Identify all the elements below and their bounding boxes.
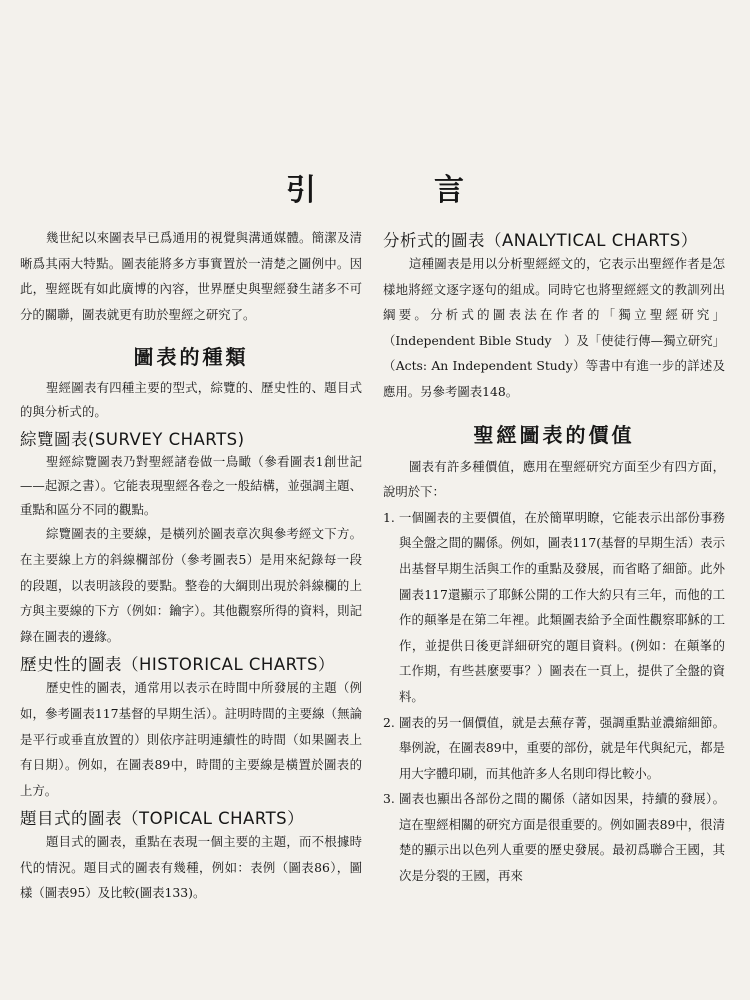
value-list xyxy=(383,505,725,889)
chart-types-summary: 聖經圖表有四種主要的型式，綜覽的、歷史性的、題目式的與分析式的。 xyxy=(20,380,362,420)
list-item-text: 圖表也顯出各部份之間的關係（諸如因果，持續的發展）。這在聖經相關的研究方面是很重要的。例如圖表89中，很清楚的顯示出以色列人重要的歷史發展。最初爲聯合王國，其次是分裂的王國，再來 xyxy=(399,791,725,884)
topical-charts-heading: 題目式的圖表（TOPICAL CHARTS） xyxy=(20,809,305,829)
list-item-text: 一個圖表的主要價值，在於簡單明瞭，它能表示出部份事務與全盤之間的關係。例如，圖表117(基督的早期生活）表示出基督早期生活與工作的重點及發展，而省略了細節。此外圖表117還顯示了耶穌公開的工作大約只有三年，而他的工作的顛峯是在第二年裡。此類圖表給予全面性觀察耶穌的工作，並提供日後更詳細研究的題目資料。(例如：在顛峯的工作期，有些甚麼要事？）圖表在一頁上，提供了全盤的資料。 xyxy=(399,509,725,704)
right-column xyxy=(383,225,725,889)
left-column xyxy=(20,225,362,906)
value-heading: 聖經圖表的價值 xyxy=(473,422,635,447)
intro-paragraph: 幾世紀以來圖表早已爲通用的視覺與溝通媒體。簡潔及清晰爲其兩大特點。圖表能將多方事實置於一清楚之圖例中。因此，聖經既有如此廣博的內容，世界歷史與聖經發生諸多不可分的關聯，圖表就更有助於聖經之研究了。 xyxy=(20,230,362,322)
list-item xyxy=(383,710,725,787)
chart-types-heading: 圖表的種類 xyxy=(133,345,249,370)
list-item-text: 圖表的另一個價值，就是去蕪存菁，强調重點並濃縮細節。舉例說，在圖表89中，重要的部份，就是年代與紀元，都是用大字體印刷，而其他許多人名則印得比較小。 xyxy=(399,714,725,781)
page-title: 引 言 xyxy=(286,173,508,208)
list-item-number: 3. xyxy=(383,791,395,807)
analytical-charts-heading: 分析式的圖表（ANALYTICAL CHARTS） xyxy=(383,231,698,250)
list-item xyxy=(383,505,725,710)
survey-charts-paragraph-1: 聖經綜覽圖表乃對聖經諸卷做一鳥瞰（參看圖表1創世記——起源之書）。它能表現聖經各卷之一般結構，並强調主題、重點和區分不同的觀點。 xyxy=(20,453,362,517)
analytical-charts-paragraph: 這種圖表是用以分析聖經經文的，它表示出聖經作者是怎樣地將經文逐字逐句的組成。同時它也將聖經經文的教訓列出綱要。分析式的圖表法在作者的「獨立聖經研究」（Independent Bible Study ）及「使徒行傳—獨立研究」（Acts: An Independent Study）等書中有進一步的詳述及應用。另參考圖表148。 xyxy=(383,256,726,399)
list-item-number: 2. xyxy=(383,714,395,730)
value-intro: 圖表有許多種價值，應用在聖經研究方面至少有四方面，說明於下： xyxy=(383,458,725,500)
topical-charts-paragraph: 題目式的圖表，重點在表現一個主要的主題，而不根據時代的情況。題目式的圖表有幾種，例如：表例（圖表86），圖樣（圖表95）及比較(圖表133)。 xyxy=(20,834,362,901)
survey-charts-paragraph-2: 綜覽圖表的主要線，是橫列於圖表章次與參考經文下方。在主要線上方的斜線欄部份（參考圖表5）是用來紀錄每一段的段題，以表明該段的要點。整卷的大綱則出現於斜線欄的上方與主要線的下方（例如：鑰字）。其他觀察所得的資料，則記錄在圖表的邊緣。 xyxy=(20,526,362,644)
historical-charts-paragraph: 歷史性的圖表，通常用以表示在時間中所發展的主題（例如，參考圖表117基督的早期生活）。註明時間的主要線（無論是平行或垂直放置的）則依序註明連續性的時間（如果圖表上有日期）。例如，在圖表89中，時間的主要線是橫置於圖表的上方。 xyxy=(20,680,362,798)
survey-charts-heading: 綜覽圖表(SURVEY CHARTS) xyxy=(20,429,245,449)
list-item-number: 1. xyxy=(383,509,395,525)
list-item xyxy=(383,786,725,888)
historical-charts-heading: 歷史性的圖表（HISTORICAL CHARTS） xyxy=(20,655,335,675)
